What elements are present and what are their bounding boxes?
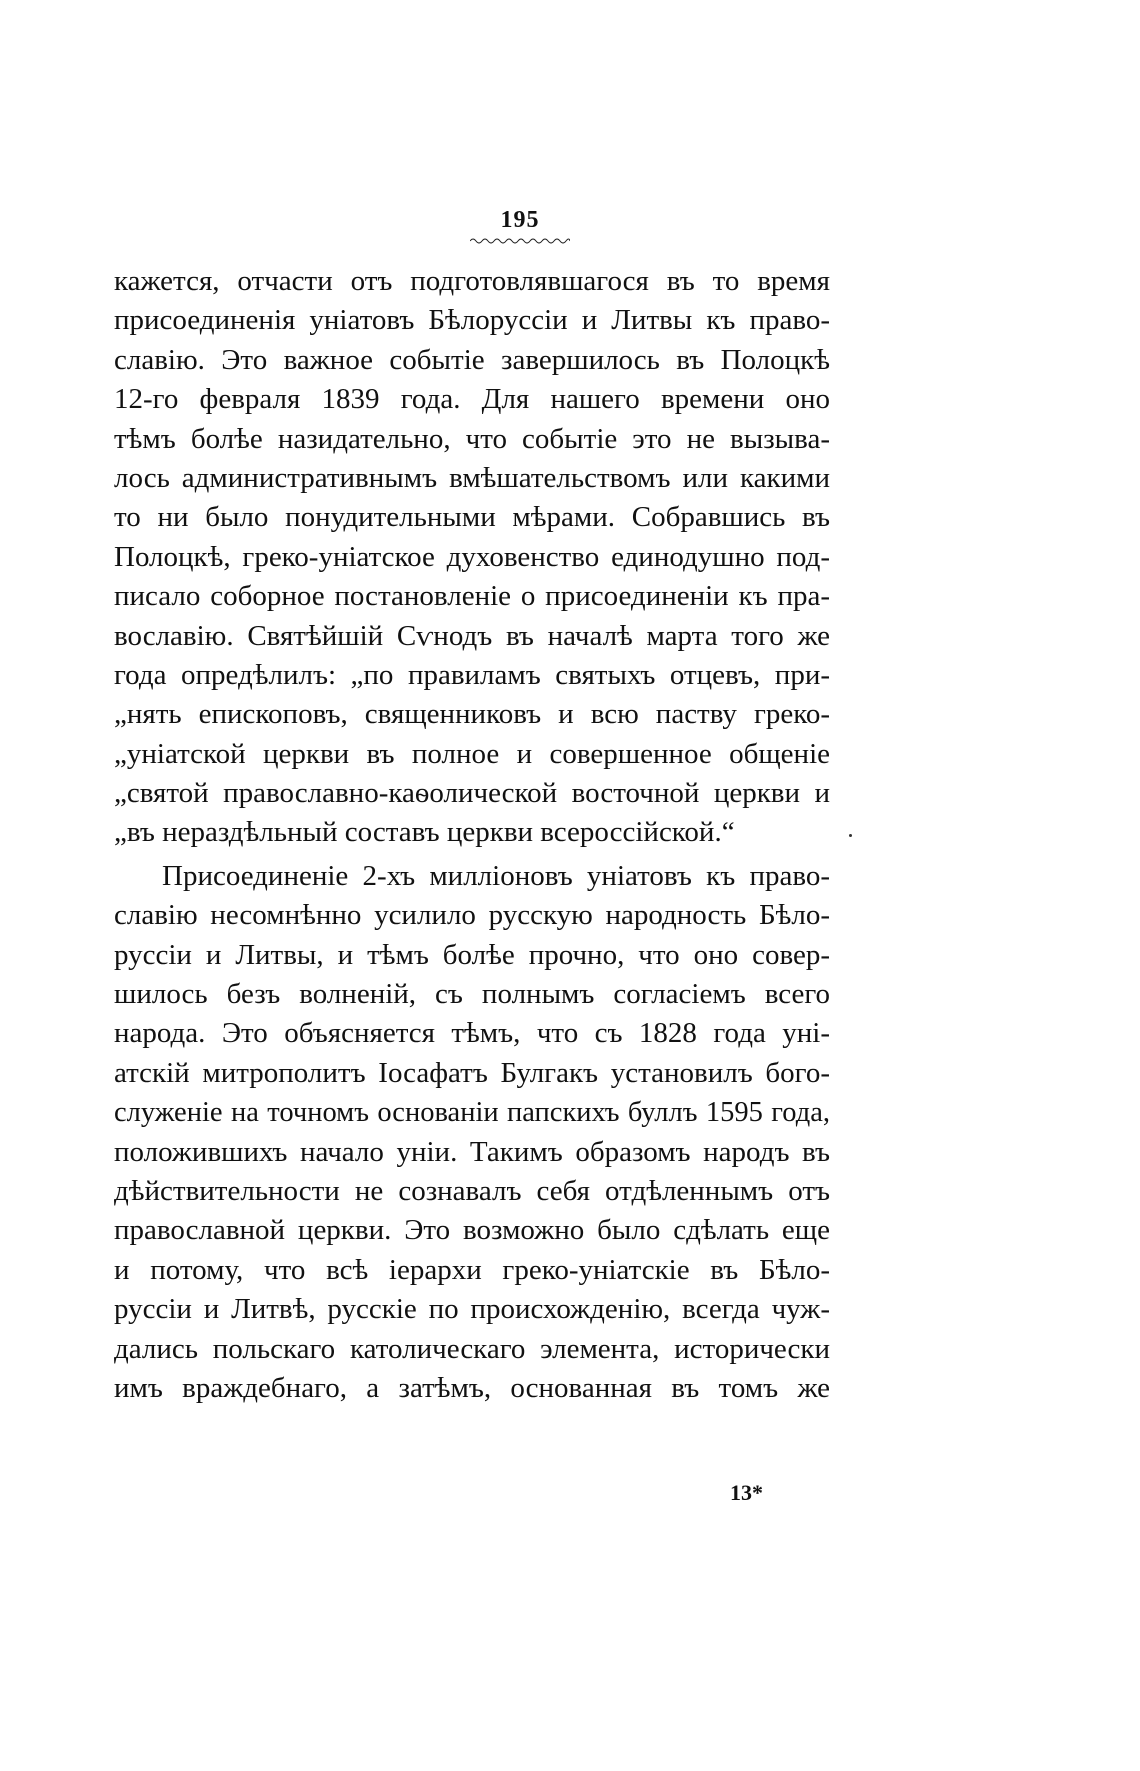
text-line: 12-го февраля 1839 года. Для нашего времени оно (114, 383, 830, 416)
page-number-ornament (470, 236, 570, 246)
text-line: „въ нераздѣльный составъ церкви всероссійской.“ (114, 816, 735, 849)
paragraph-1 (114, 262, 830, 853)
text-line: Полоцкѣ, греко-уніатское духовенство единодушно под- (114, 540, 830, 573)
text-line: руссіи и Литвы, и тѣмъ болѣе прочно, что оно совер- (114, 938, 830, 971)
text-line: вославію. Святѣйшій Сѵнодъ въ началѣ марта того же (114, 619, 830, 652)
text-line: шилось безъ волненій, съ полнымъ согласіемъ всего (114, 978, 830, 1011)
text-line: и потому, что всѣ іерархи греко-уніатскіе въ Бѣло- (114, 1253, 830, 1286)
text-line: тѣмъ болѣе назидательно, что событіе это не вызыва- (114, 422, 830, 455)
text-line: лось административнымъ вмѣшательствомъ или какими (114, 461, 830, 494)
text-line: „святой православно-каѳолической восточной церкви и (114, 777, 830, 810)
text-line: народа. Это объясняется тѣмъ, что съ 1828 года уні- (114, 1017, 830, 1050)
paragraph-2 (114, 857, 830, 1408)
text-line: служеніе на точномъ основаніи папскихъ буллъ 1595 года, (114, 1097, 830, 1129)
text-line: то ни было понудительными мѣрами. Собравшись въ (114, 501, 830, 534)
text-line: „нять епископовъ, священниковъ и всю паству греко- (114, 698, 830, 731)
text-line: писало соборное постановленіе о присоединеніи къ пра- (114, 580, 830, 613)
text-line: положившихъ начало уніи. Такимъ образомъ народъ въ (114, 1135, 830, 1168)
text-line: православной церкви. Это возможно было сдѣлать еще (114, 1214, 830, 1247)
text-line: года опредѣлилъ: „по правиламъ святыхъ отцевъ, при- (114, 658, 830, 691)
printer-signature: 13* (730, 1480, 763, 1505)
text-line: присоединенія уніатовъ Бѣлоруссіи и Литвы къ право- (114, 304, 830, 337)
text-line: руссіи и Литвѣ, русскіе по происхожденію, всегда чуж- (114, 1293, 830, 1326)
stray-mark (849, 834, 852, 837)
body-text (114, 262, 830, 1408)
text-line: имъ враждебнаго, а затѣмъ, основанная въ томъ же (114, 1371, 830, 1404)
text-line: славію. Это важное событіе завершилось въ Полоцкѣ (114, 343, 830, 376)
text-line: славію несомнѣнно усилило русскую народность Бѣло- (114, 899, 830, 932)
text-line: кажется, отчасти отъ подготовлявшагося въ то время (114, 265, 830, 297)
text-line: дѣйствительности не сознавалъ себя отдѣленнымъ отъ (114, 1174, 830, 1207)
text-line: атскій митрополитъ Іосафатъ Булгакъ установилъ бого- (114, 1056, 830, 1089)
page-number: 195 (500, 207, 540, 233)
text-line: Присоединеніе 2-хъ милліоновъ уніатовъ къ право- (162, 859, 830, 892)
text-line: дались польскаго католическаго элемента, исторически (114, 1332, 830, 1365)
text-line: „уніатской церкви въ полное и совершенное общеніе (114, 737, 830, 770)
